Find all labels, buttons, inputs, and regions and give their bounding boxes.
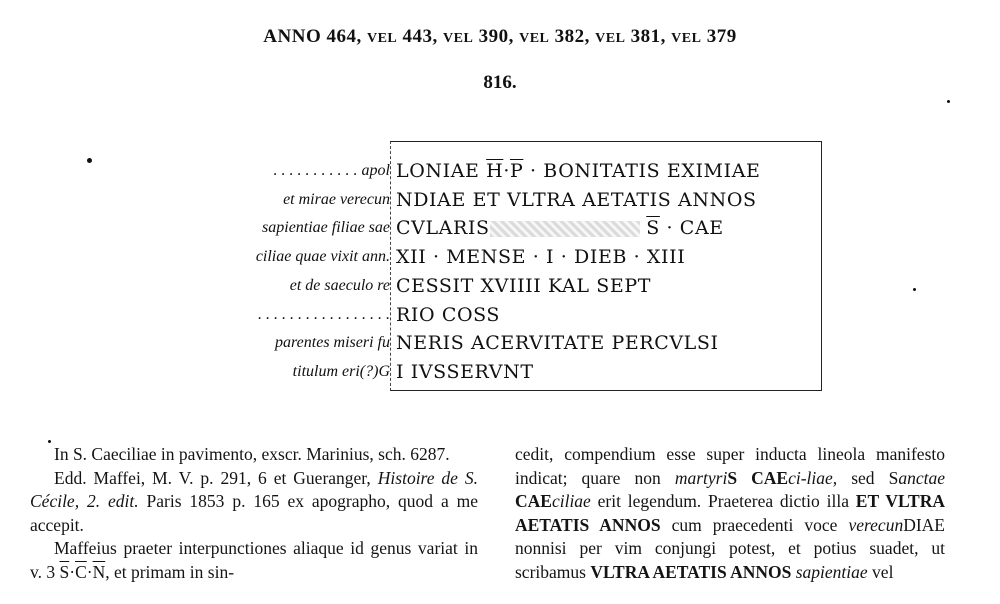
inscription-line: XII · MENSE · I · DIEB · XIII <box>396 246 686 269</box>
bold-fragment: ET VLTRA AETATIS ANNOS <box>515 491 945 535</box>
interpunct: · <box>503 160 510 182</box>
supplement-line: sapientiae filiae sae <box>262 219 390 237</box>
header-year: 381, <box>630 26 666 47</box>
ink-speck <box>48 440 51 443</box>
inscription-fragment: LONIAE <box>396 160 480 182</box>
entry-number: 816. <box>483 72 517 93</box>
italic-fragment: anctae <box>898 467 945 488</box>
overlined-abbreviation: $\overline{H}$ <box>486 160 504 182</box>
erased-text <box>490 221 640 237</box>
supplement-line: ciliae quae vixit ann. <box>255 248 390 266</box>
overlined-abbreviation: $\overline{N}$ <box>92 561 106 582</box>
inscription-text <box>396 157 816 387</box>
header-year: 390, <box>478 26 514 47</box>
header-year: 379 <box>706 26 737 47</box>
inscription-line <box>396 157 816 186</box>
commentary-text: cedit, compendium esse super inducta lineola manifesto indicat; quare non <box>515 444 945 488</box>
ink-speck <box>913 288 916 291</box>
commentary-text: , et primam in sin- <box>105 561 235 582</box>
bold-fragment: CAE <box>515 491 552 511</box>
inscription-line: NDIAE ET VLTRA AETATIS ANNOS <box>396 188 757 211</box>
book-title: Histoire de S. Cécile <box>30 467 479 511</box>
inscription-fragment: · BONITATIS EXIMIAE <box>530 160 761 182</box>
header-vel: VEL <box>366 31 398 46</box>
supplement-line: parentes miseri fu <box>275 334 390 352</box>
inscription-line: I IVSSERVNT <box>396 360 534 383</box>
commentary-paragraph <box>30 467 478 538</box>
italic-fragment: martyri <box>674 467 728 488</box>
interpunct: · <box>69 561 76 582</box>
commentary-text: sed S <box>837 467 899 488</box>
italic-fragment: ciliae <box>551 491 591 511</box>
commentary-text: Edd. Maffei, M. V. p. 291, 6 et Gueranger, <box>54 467 371 488</box>
commentary-text: cum praecedenti voce <box>660 514 849 535</box>
commentary-paragraph <box>515 443 945 584</box>
bold-fragment: VLTRA AETATIS ANNOS <box>590 561 792 582</box>
supplement-line: et de saeculo re <box>289 276 390 294</box>
inscription-line <box>396 214 816 243</box>
supplement-line: et mirae verecun <box>283 190 390 208</box>
italic-fragment: ci-liae, <box>788 467 838 488</box>
commentary-paragraph: In S. Caeciliae in pavimento, exscr. Marinius, sch. 6287. <box>54 444 450 464</box>
header-vel: VEL <box>595 31 626 46</box>
commentary-text: vel <box>867 561 894 582</box>
page-header <box>0 26 1000 48</box>
supplement-line: . . . . . . . . . . . . . . . . . <box>258 305 390 323</box>
inscription-supplement <box>200 157 390 387</box>
italic-fragment: verecun <box>848 514 904 535</box>
header-vel: VEL <box>443 31 474 46</box>
inscription-line: RIO COSS <box>396 303 501 326</box>
commentary-text: Paris 1853 p. 165 ex apographo, quod a me accepit. <box>30 491 478 535</box>
commentary-text: erit legendum. Praeterea dictio illa <box>590 491 856 511</box>
supplement-line: titulum eri(?)G <box>292 362 390 380</box>
commentary-right-column <box>515 443 945 584</box>
overlined-abbreviation: $\overline{S}$ <box>646 217 660 240</box>
commentary-left-column <box>30 443 478 584</box>
overlined-abbreviation: $\overline{P}$ <box>509 160 524 182</box>
edition-note: , 2. edit. <box>74 491 139 511</box>
inscription-line: CESSIT XVIIII KAL SEPT <box>396 274 651 297</box>
supplement-line: . . . . . . . . . . . apol <box>273 162 390 179</box>
header-year: 382, <box>554 26 590 47</box>
header-vel: VEL <box>519 31 550 46</box>
header-anno: ANNO 464, <box>263 26 362 47</box>
overlined-abbreviation: $\overline{C}$ <box>75 561 87 582</box>
overlined-abbreviation: $\overline{S}$ <box>59 561 70 582</box>
commentary-text: DIAE nonnisi per vim conjungi potest, et potius suadet, ut scribamus <box>515 514 945 582</box>
header-year: 443, <box>402 26 438 47</box>
ink-speck <box>87 158 92 163</box>
inscription-fragment: CVLARIS <box>396 217 490 240</box>
inscription-fragment: · CAE <box>666 217 724 240</box>
interpunct: · <box>86 561 93 582</box>
bold-fragment: S CAE <box>727 467 789 488</box>
ink-speck <box>947 100 950 103</box>
commentary-paragraph <box>30 537 478 584</box>
italic-fragment: sapientiae <box>795 561 868 582</box>
commentary-text: Maffeius praeter interpunctiones aliaque id genus variat in v. 3 <box>30 538 478 582</box>
header-vel: VEL <box>671 31 702 46</box>
inscription-line: NERIS ACERVITATE PERCVLSI <box>396 332 719 355</box>
